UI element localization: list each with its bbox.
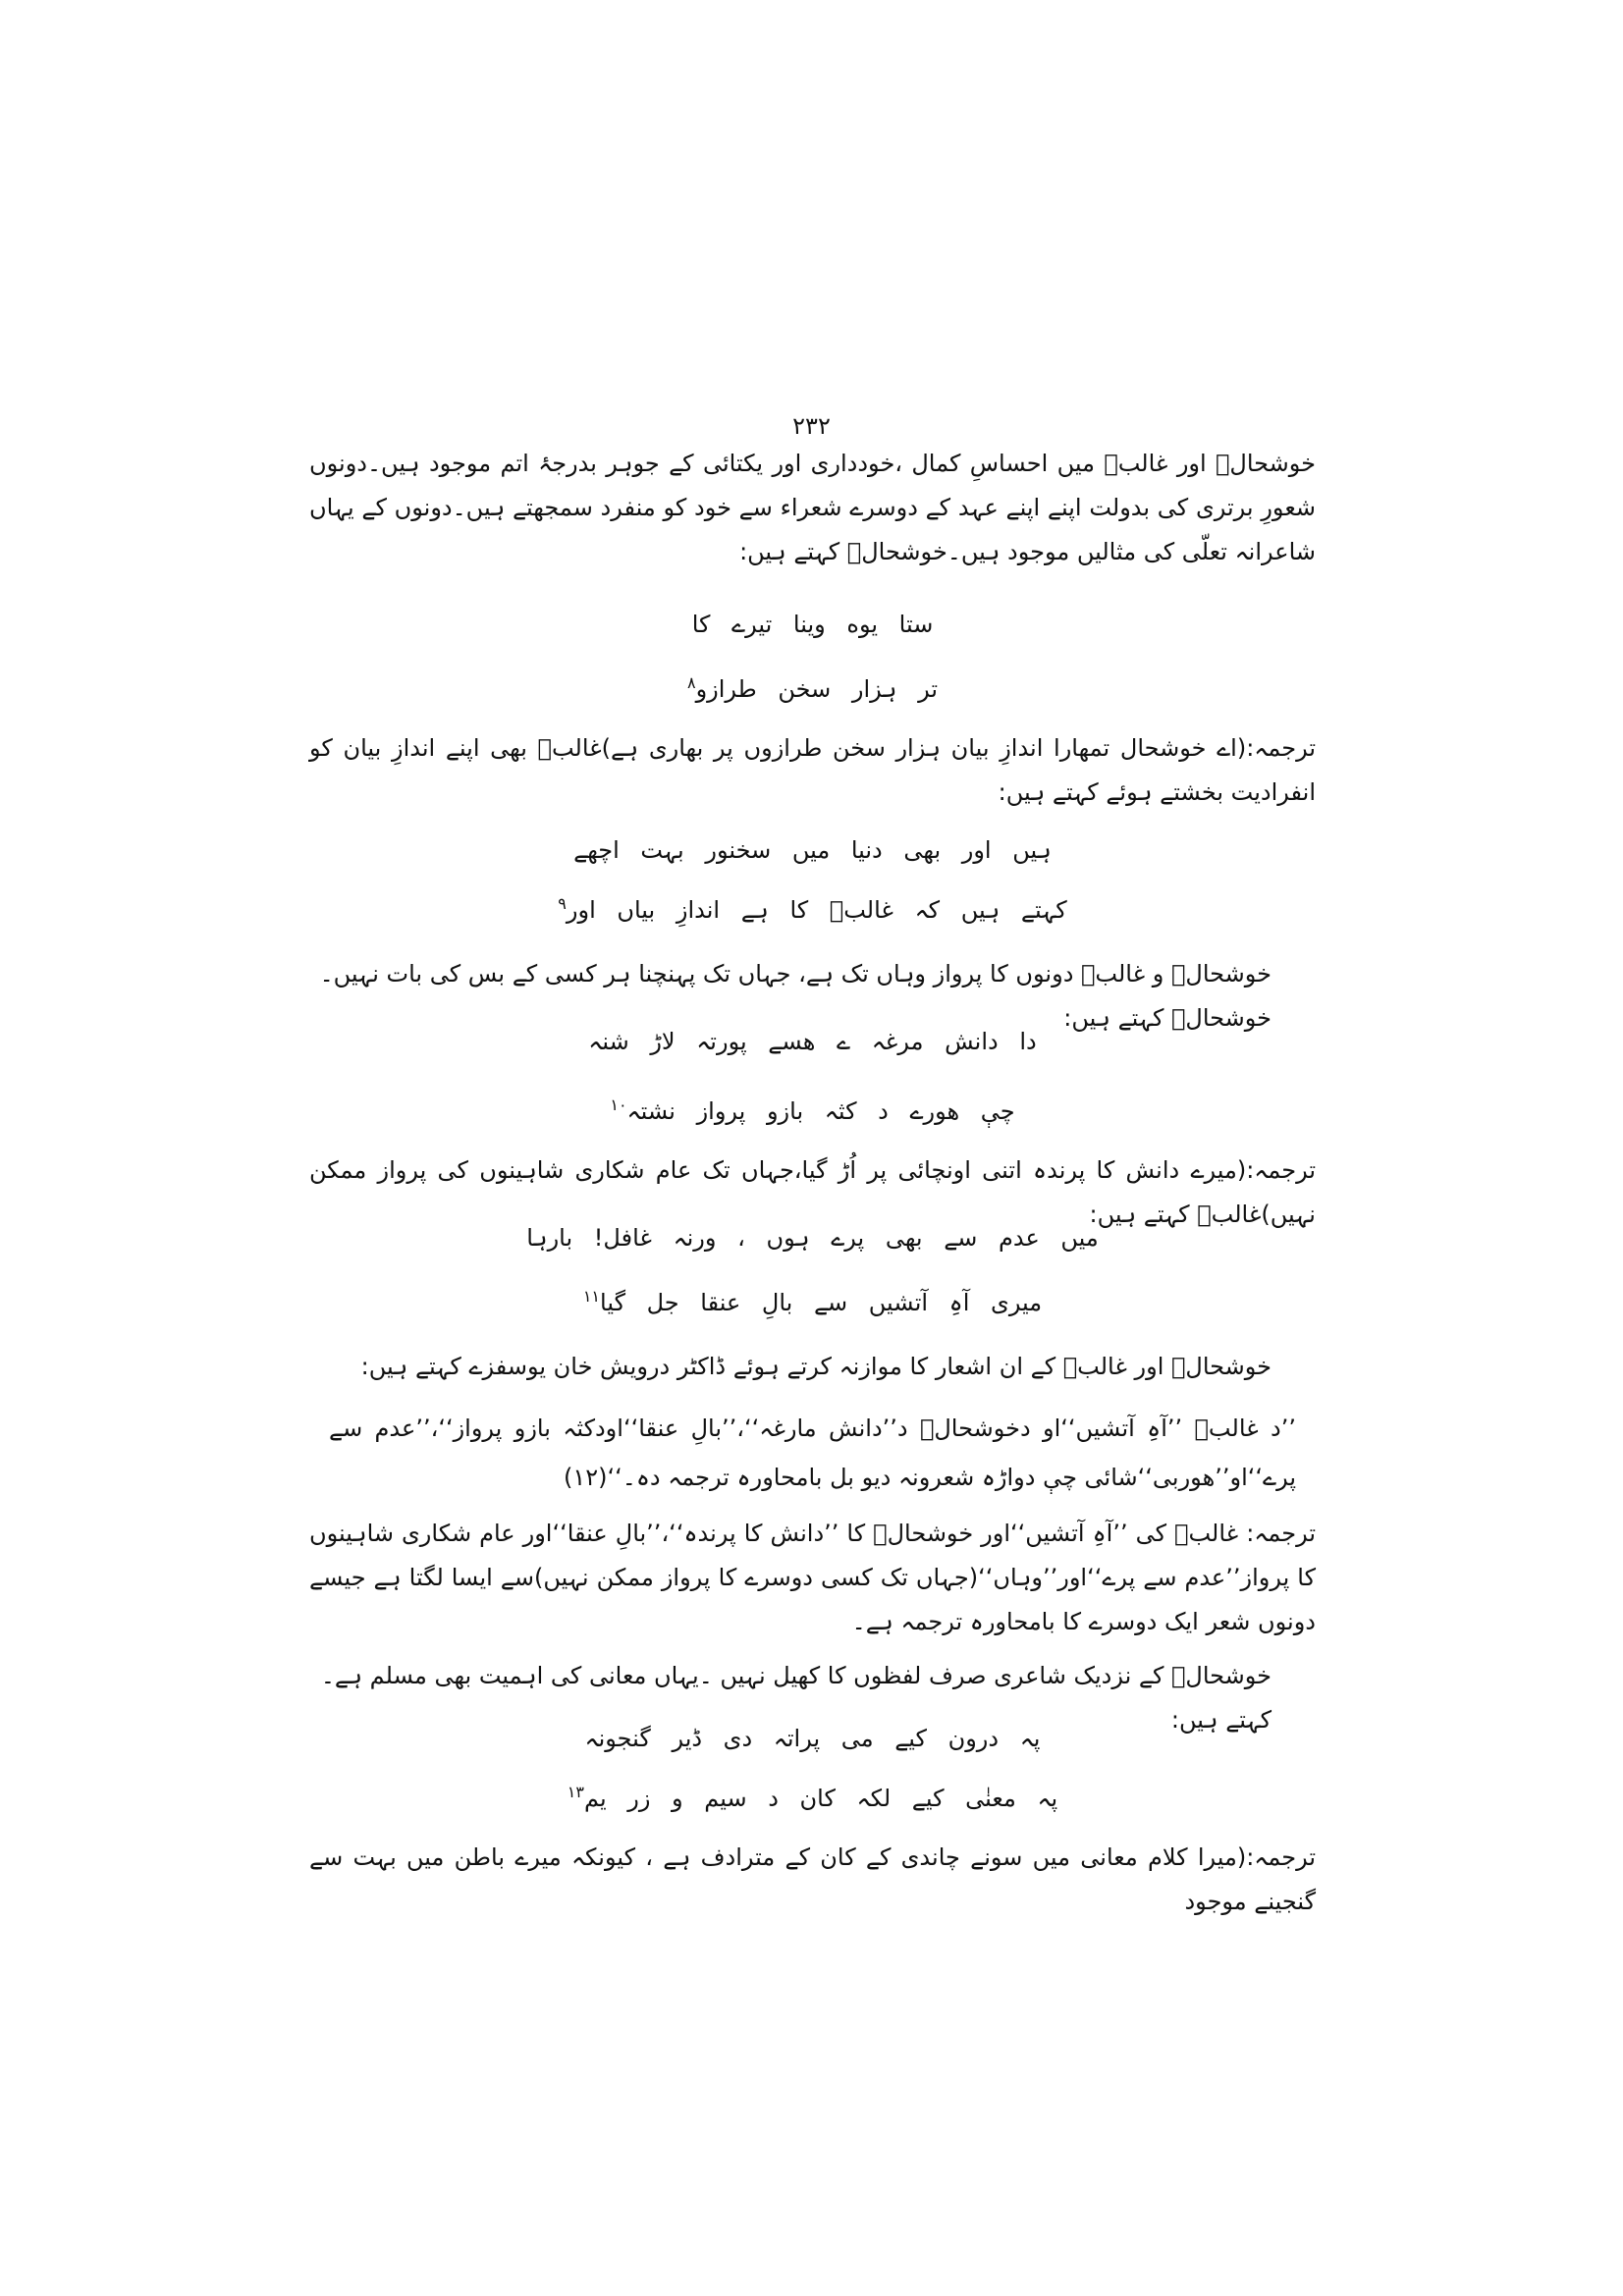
verse-line [309,667,1316,705]
footnote-marker: ۹ [558,894,567,913]
page-number: ۲۳۲ [792,412,831,440]
block-text: تر ہزار سخن طرازو [695,675,939,703]
block-text: ستا یوه وینا تیرے کا [691,611,934,638]
verse-line [309,609,1316,640]
verse-line [309,1222,1316,1254]
block-text: ہیں اور بھی دنیا میں سخنور بہت اچھے [573,836,1052,864]
block-text: ترجمہ:(اے خوشحال تمھارا اندازِ بیان ہزار سخن طرازوں پر بھاری ہے)غالبؔ بھی اپنے اندازِ بیان کو انفرادیت بخشتے ہوئے کہتے ہیں: [309,734,1316,806]
block-text: خوشحالؔ و غالبؔ دونوں کا پرواز وہاں تک ہے، جہاں تک پہنچنا ہر کسی کے بس کی بات نہیں۔خوشحالؔ کہتے ہیں: [319,960,1271,1032]
quotation [329,1404,1296,1502]
block-text: خوشحالؔ اور غالبؔ کے ان اشعار کا موازنہ کرتے ہوئے ڈاکٹر درویش خان یوسفزے کہتے ہیں: [360,1353,1271,1380]
block-text: ترجمہ:(میرے دانش کا پرندہ اتنی اونچائی پر اُڑ گیا،جہاں تک عام شکاری شاہینوں کی پرواز ممکن نہیں)غالبؔ کہتے ہیں: [309,1156,1316,1228]
block-text: پہ درون کیے می پراتہ دی ڈیر گنجونہ [584,1725,1041,1752]
block-text: ترجمہ:(میرا کلام معانی میں سونے چاندی کے کان کے مترادف ہے ، کیونکہ میرے باطن میں بہت سے گنجینے موجود [309,1843,1316,1915]
verse-line [309,1723,1316,1754]
indented-paragraph [309,1345,1271,1389]
footnote-marker: ۱۳ [567,1783,584,1801]
block-text: ’’د غالبؔ ’’آہِ آتشیں‘‘او دخوشحالؔ د’’دانش مارغہ‘‘،’’بالِ عنقا‘‘اودکثہ بازو پرواز‘‘،’’عدم سے پرے‘‘او’’ھوربی‘‘شائی چې دواڑہ شعرونہ دیو بل بامحاورہ ترجمہ دہ۔‘‘(۱۲) [329,1415,1296,1491]
paragraph [309,442,1316,574]
footnote-marker: ۱۱ [582,1287,601,1306]
paragraph [309,1512,1316,1644]
paragraph [309,726,1316,815]
footnote-marker: ۱۰ [610,1095,627,1114]
verse-line [309,888,1316,926]
paragraph [309,1836,1316,1924]
verse-line [309,1026,1316,1057]
block-text: ترجمہ: غالبؔ کی ’’آہِ آتشیں‘‘اور خوشحالؔ کا ’’دانش کا پرندہ‘‘،’’بالِ عنقا‘‘اور عام شکاری شاہینوں کا پرواز’’عدم سے پرے‘‘اور’’وہاں‘‘(جہاں تک کسی دوسرے کا پرواز ممکن نہیں)سے ایسا لگتا ہے جیسے دونوں شعر ایک دوسرے کا بامحاورہ ترجمہ ہے۔ [309,1520,1316,1635]
block-text: میں عدم سے بھی پرے ہوں ، ورنہ غافل! بارہا [526,1224,1099,1252]
block-text: پہ معنٰی کیے لکہ کان د سیم و زر یم [583,1785,1058,1812]
block-text: دا دانش مرغہ ے ھسے پورتہ لاڑ شنہ [588,1028,1037,1055]
block-text: میری آہِ آتشیں سے بالِ عنقا جل گیا [600,1289,1043,1316]
block-text: خوشحالؔ اور غالبؔ میں احساسِ کمال ،خودداری اور یکتائی کے جوہر بدرجۂ اتم موجود ہیں۔دونوں شعورِ برتری کی بدولت اپنے اپنے عہد کے دوسرے شعراء سے خود کو منفرد سمجھتے ہیں۔دونوں کے یہاں شاعرانہ تعلّی کی مثالیں موجود ہیں۔خوشحالؔ کہتے ہیں: [309,450,1317,565]
block-text: خوشحالؔ کے نزدیک شاعری صرف لفظوں کا کھیل نہیں ۔یہاں معانی کی اہمیت بھی مسلم ہے۔کہتے ہیں: [320,1662,1271,1734]
verse-line [309,1281,1316,1318]
block-text: کہتے ہیں کہ غالبؔ کا ہے اندازِ بیاں اور [566,896,1067,924]
verse-line [309,1090,1316,1127]
verse-line [309,834,1316,866]
block-text: چې ھورے د کثہ بازو پرواز نشتہ [626,1097,1015,1125]
verse-line [309,1777,1316,1814]
footnote-marker: ۸ [686,673,696,692]
